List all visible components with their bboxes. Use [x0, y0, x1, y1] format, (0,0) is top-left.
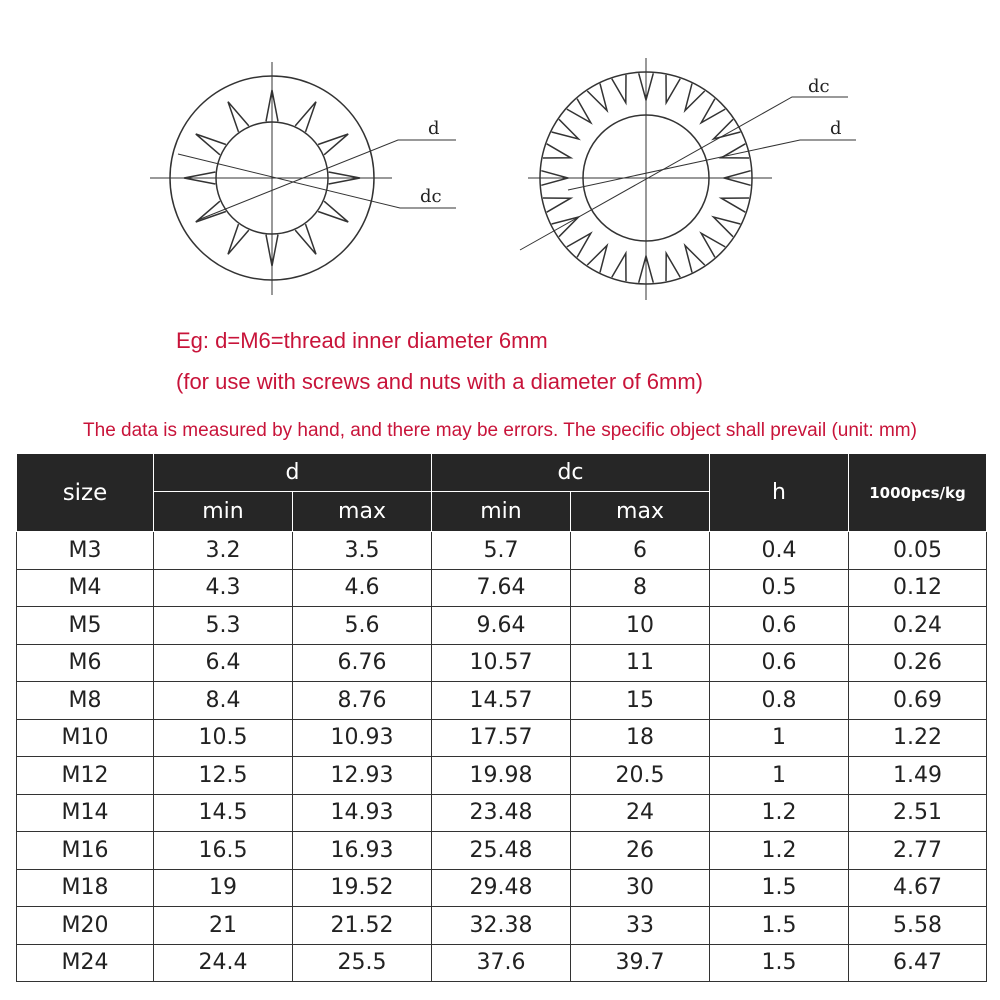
table-row — [17, 719, 987, 757]
cell-size: M8 — [17, 682, 154, 720]
cell-d-min: 21 — [154, 907, 293, 945]
cell-size: M24 — [17, 944, 154, 982]
cell-dc-min: 29.48 — [432, 869, 571, 907]
cell-d-min: 5.3 — [154, 607, 293, 645]
cell-d-max: 8.76 — [293, 682, 432, 720]
cell-d-max: 19.52 — [293, 869, 432, 907]
cell-dc-max: 26 — [571, 832, 710, 870]
external-tooth — [666, 75, 680, 103]
cell-size: M20 — [17, 907, 154, 945]
cell-size: M10 — [17, 719, 154, 757]
cell-d-max: 10.93 — [293, 719, 432, 757]
left-d-label: d — [428, 118, 440, 139]
cell-d-min: 4.3 — [154, 569, 293, 607]
internal-tooth — [318, 134, 348, 155]
cell-dc-min: 37.6 — [432, 944, 571, 982]
internal-tooth — [196, 134, 226, 155]
cell-h: 1 — [710, 757, 849, 795]
internal-tooth — [318, 201, 348, 222]
cell-d-min: 19 — [154, 869, 293, 907]
external-tooth — [543, 198, 571, 212]
cell-size: M3 — [17, 532, 154, 570]
cell-dc-max: 18 — [571, 719, 710, 757]
external-tooth — [701, 233, 725, 257]
table-row — [17, 944, 987, 982]
right-d-label: d — [830, 118, 842, 139]
internal-tooth — [228, 224, 249, 254]
cell-dc-min: 9.64 — [432, 607, 571, 645]
cell-dc-min: 7.64 — [432, 569, 571, 607]
external-tooth-washer-drawing — [520, 58, 856, 300]
cell-h: 1.2 — [710, 832, 849, 870]
external-tooth — [701, 99, 725, 123]
cell-d-min: 16.5 — [154, 832, 293, 870]
cell-h: 0.8 — [710, 682, 849, 720]
cell-h: 1 — [710, 719, 849, 757]
cell-h: 1.5 — [710, 907, 849, 945]
header-h: h — [710, 454, 849, 532]
header-d: d — [154, 454, 432, 492]
disclaimer-note: The data is measured by hand, and there may be errors. The specific object shall prevail (unit: mm) — [83, 420, 917, 441]
header-dc-min: min — [432, 492, 571, 532]
header-d-min: min — [154, 492, 293, 532]
header-d-max: max — [293, 492, 432, 532]
cell-weight: 2.51 — [849, 794, 987, 832]
table-row — [17, 569, 987, 607]
header-dc: dc — [432, 454, 710, 492]
cell-dc-max: 30 — [571, 869, 710, 907]
cell-dc-min: 23.48 — [432, 794, 571, 832]
cell-d-max: 12.93 — [293, 757, 432, 795]
table-row — [17, 682, 987, 720]
internal-tooth-washer-drawing — [150, 62, 456, 295]
right-dc-label: dc — [808, 76, 830, 97]
cell-h: 0.6 — [710, 644, 849, 682]
external-tooth — [543, 144, 571, 158]
cell-dc-min: 17.57 — [432, 719, 571, 757]
cell-size: M16 — [17, 832, 154, 870]
table-row — [17, 832, 987, 870]
table-row — [17, 607, 987, 645]
cell-weight: 2.77 — [849, 832, 987, 870]
cell-weight: 5.58 — [849, 907, 987, 945]
internal-tooth — [228, 102, 249, 132]
example-note: Eg: d=M6=thread inner diameter 6mm — [176, 328, 548, 353]
cell-weight: 0.05 — [849, 532, 987, 570]
cell-size: M6 — [17, 644, 154, 682]
cell-h: 1.5 — [710, 869, 849, 907]
cell-weight: 0.12 — [849, 569, 987, 607]
internal-tooth — [295, 224, 316, 254]
cell-dc-max: 15 — [571, 682, 710, 720]
cell-dc-max: 11 — [571, 644, 710, 682]
cell-weight: 0.24 — [849, 607, 987, 645]
cell-d-min: 10.5 — [154, 719, 293, 757]
table-row — [17, 757, 987, 795]
cell-size: M14 — [17, 794, 154, 832]
cell-h: 0.5 — [710, 569, 849, 607]
table-row — [17, 532, 987, 570]
cell-dc-max: 39.7 — [571, 944, 710, 982]
cell-size: M18 — [17, 869, 154, 907]
cell-dc-max: 24 — [571, 794, 710, 832]
cell-d-max: 4.6 — [293, 569, 432, 607]
cell-dc-min: 25.48 — [432, 832, 571, 870]
external-tooth — [567, 233, 591, 257]
cell-d-max: 16.93 — [293, 832, 432, 870]
cell-d-min: 24.4 — [154, 944, 293, 982]
cell-dc-max: 10 — [571, 607, 710, 645]
table-row — [17, 794, 987, 832]
header-weight: 1000pcs/kg — [849, 454, 987, 532]
external-tooth — [567, 99, 591, 123]
external-tooth — [612, 253, 626, 281]
external-tooth — [612, 75, 626, 103]
cell-d-max: 5.6 — [293, 607, 432, 645]
cell-d-max: 3.5 — [293, 532, 432, 570]
cell-dc-min: 14.57 — [432, 682, 571, 720]
cell-weight: 6.47 — [849, 944, 987, 982]
cell-dc-max: 6 — [571, 532, 710, 570]
table-row — [17, 644, 987, 682]
cell-d-min: 14.5 — [154, 794, 293, 832]
cell-d-max: 14.93 — [293, 794, 432, 832]
cell-h: 0.6 — [710, 607, 849, 645]
header-dc-max: max — [571, 492, 710, 532]
washer-drawings — [0, 0, 1000, 320]
left-dc-label: dc — [420, 186, 442, 207]
cell-dc-min: 10.57 — [432, 644, 571, 682]
external-tooth — [721, 198, 749, 212]
cell-dc-max: 33 — [571, 907, 710, 945]
cell-d-min: 12.5 — [154, 757, 293, 795]
cell-dc-min: 32.38 — [432, 907, 571, 945]
cell-size: M5 — [17, 607, 154, 645]
cell-dc-min: 19.98 — [432, 757, 571, 795]
table-row — [17, 869, 987, 907]
cell-d-max: 6.76 — [293, 644, 432, 682]
cell-h: 1.2 — [710, 794, 849, 832]
external-tooth — [666, 253, 680, 281]
table-row — [17, 907, 987, 945]
d-leader-line — [568, 140, 856, 190]
cell-d-max: 25.5 — [293, 944, 432, 982]
cell-d-min: 3.2 — [154, 532, 293, 570]
cell-d-min: 6.4 — [154, 644, 293, 682]
cell-weight: 0.26 — [849, 644, 987, 682]
usage-note: (for use with screws and nuts with a diameter of 6mm) — [176, 369, 703, 394]
cell-d-min: 8.4 — [154, 682, 293, 720]
cell-weight: 1.49 — [849, 757, 987, 795]
cell-size: M4 — [17, 569, 154, 607]
cell-d-max: 21.52 — [293, 907, 432, 945]
cell-weight: 4.67 — [849, 869, 987, 907]
cell-size: M12 — [17, 757, 154, 795]
cell-dc-max: 8 — [571, 569, 710, 607]
cell-h: 0.4 — [710, 532, 849, 570]
internal-tooth — [295, 102, 316, 132]
cell-h: 1.5 — [710, 944, 849, 982]
cell-dc-max: 20.5 — [571, 757, 710, 795]
spec-table — [16, 453, 987, 982]
cell-weight: 1.22 — [849, 719, 987, 757]
header-size: size — [17, 454, 154, 532]
cell-dc-min: 5.7 — [432, 532, 571, 570]
cell-weight: 0.69 — [849, 682, 987, 720]
